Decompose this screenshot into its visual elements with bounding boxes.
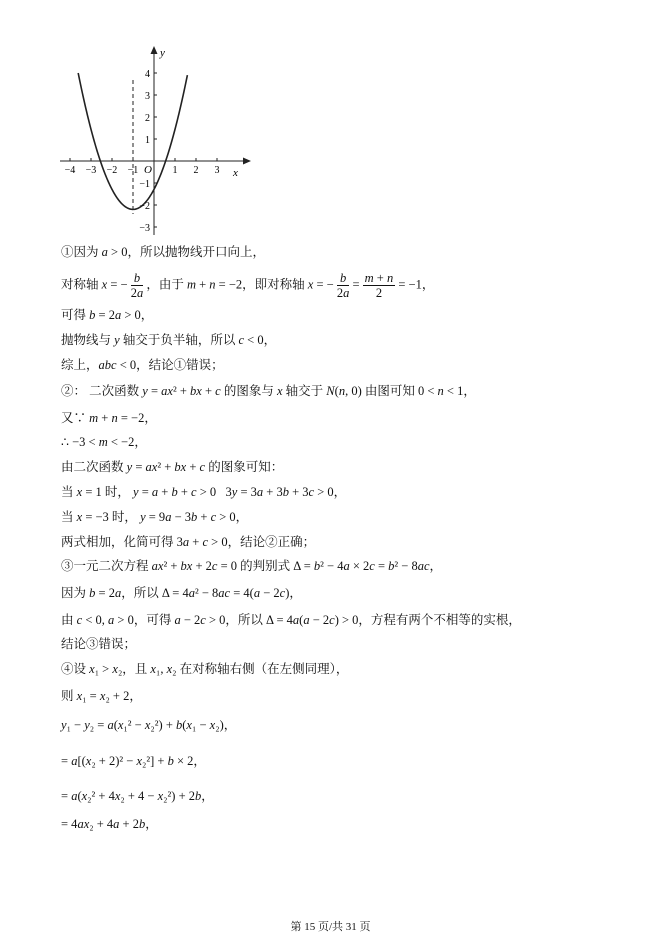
y-tick-label: 1 xyxy=(145,135,150,146)
text-line-2: 对称轴 x = − $\frac{b}{2a}$ ，由于 m + n = −2，即对称轴 x = − $\frac{b}{2a}$ = $\frac{m + n}{2}$ = −1， xyxy=(61,271,435,300)
text-line-22: = 4ax₂ + 4a + 2b， xyxy=(61,817,158,831)
text-line-10: 当 x = 1 时， y = a + b + c > 0 3y = 3a + 3b + 3c > 0， xyxy=(61,485,347,499)
text-line-4: 抛物线与 y 轴交于负半轴，所以 c < 0， xyxy=(61,333,277,347)
x-tick-label: −3 xyxy=(85,165,97,176)
y-tick-label: −2 xyxy=(139,201,150,212)
x-axis-label: x xyxy=(233,167,238,179)
y-tick-label: −3 xyxy=(139,223,150,234)
text-line-18: 则 x₁ = x₂ + 2， xyxy=(61,689,142,703)
y-axis-arrow xyxy=(151,46,158,54)
page-footer: 第 15 页/共 31 页 xyxy=(290,921,371,933)
x-tick-label: −1 xyxy=(127,165,139,176)
text-line-14: 因为 b = 2a，所以 Δ = 4a² − 8ac = 4(a − 2c)， xyxy=(61,586,302,600)
text-line-15: 由 c < 0, a > 0，可得 a − 2c > 0，所以 Δ = 4a(a − 2c) > 0，方程有两个不相等的实根， xyxy=(61,613,521,627)
x-axis-arrow xyxy=(243,158,251,165)
x-tick-label: −4 xyxy=(64,165,76,176)
text-line-3: 可得 b = 2a > 0， xyxy=(61,308,154,322)
y-tick-label: 4 xyxy=(145,69,150,80)
text-line-17: ④设 x₁ > x₂，且 x₁, x₂ 在对称轴右侧（在左侧同理）， xyxy=(61,662,349,676)
text-line-19: y₁ − y₂ = a(x₁² − x₂²) + b(x₁ − x₂)， xyxy=(61,718,237,732)
text-line-1: ①因为 a > 0，所以抛物线开口向上， xyxy=(61,245,265,259)
text-line-6: ②： 二次函数 y = ax² + bx + c 的图象与 x 轴交于 N(n, 0) 由图可知 0 < n < 1， xyxy=(61,384,476,398)
y-tick-label: 3 xyxy=(145,91,150,102)
x-tick-label: 1 xyxy=(172,165,178,176)
text-line-7: 又∵ m + n = −2， xyxy=(61,411,157,425)
y-tick-label: 2 xyxy=(145,113,150,124)
text-line-8: ∴ −3 < m < −2， xyxy=(61,435,147,449)
text-line-9: 由二次函数 y = ax² + bx + c 的图象可知： xyxy=(61,460,284,474)
text-line-20: = a[(x₂ + 2)² − x₂²] + b × 2， xyxy=(61,754,206,768)
text-line-12: 两式相加，化简可得 3a + c > 0，结论②正确； xyxy=(61,535,316,549)
x-tick-labels xyxy=(65,165,220,176)
parabola-figure xyxy=(55,42,255,237)
text-line-11: 当 x = −3 时， y = 9a − 3b + c > 0， xyxy=(61,510,249,524)
x-tick-label: 2 xyxy=(193,165,199,176)
y-tick-labels xyxy=(139,69,150,234)
y-axis-label: y xyxy=(160,47,165,59)
text-line-13: ③一元二次方程 ax² + bx + 2c = 0 的判别式 Δ = b² − 4a × 2c = b² − 8ac， xyxy=(61,559,443,573)
y-tick-label: −1 xyxy=(139,179,150,190)
text-line-21: = a(x₂² + 4x₂ + 4 − x₂²) + 2b， xyxy=(61,789,214,803)
x-tick-label: −2 xyxy=(106,165,118,176)
text-line-16: 结论③错误； xyxy=(61,637,137,651)
origin-label: O xyxy=(144,164,152,176)
x-tick-label: 3 xyxy=(214,165,220,176)
text-line-5: 综上，abc < 0，结论①错误； xyxy=(61,358,224,372)
